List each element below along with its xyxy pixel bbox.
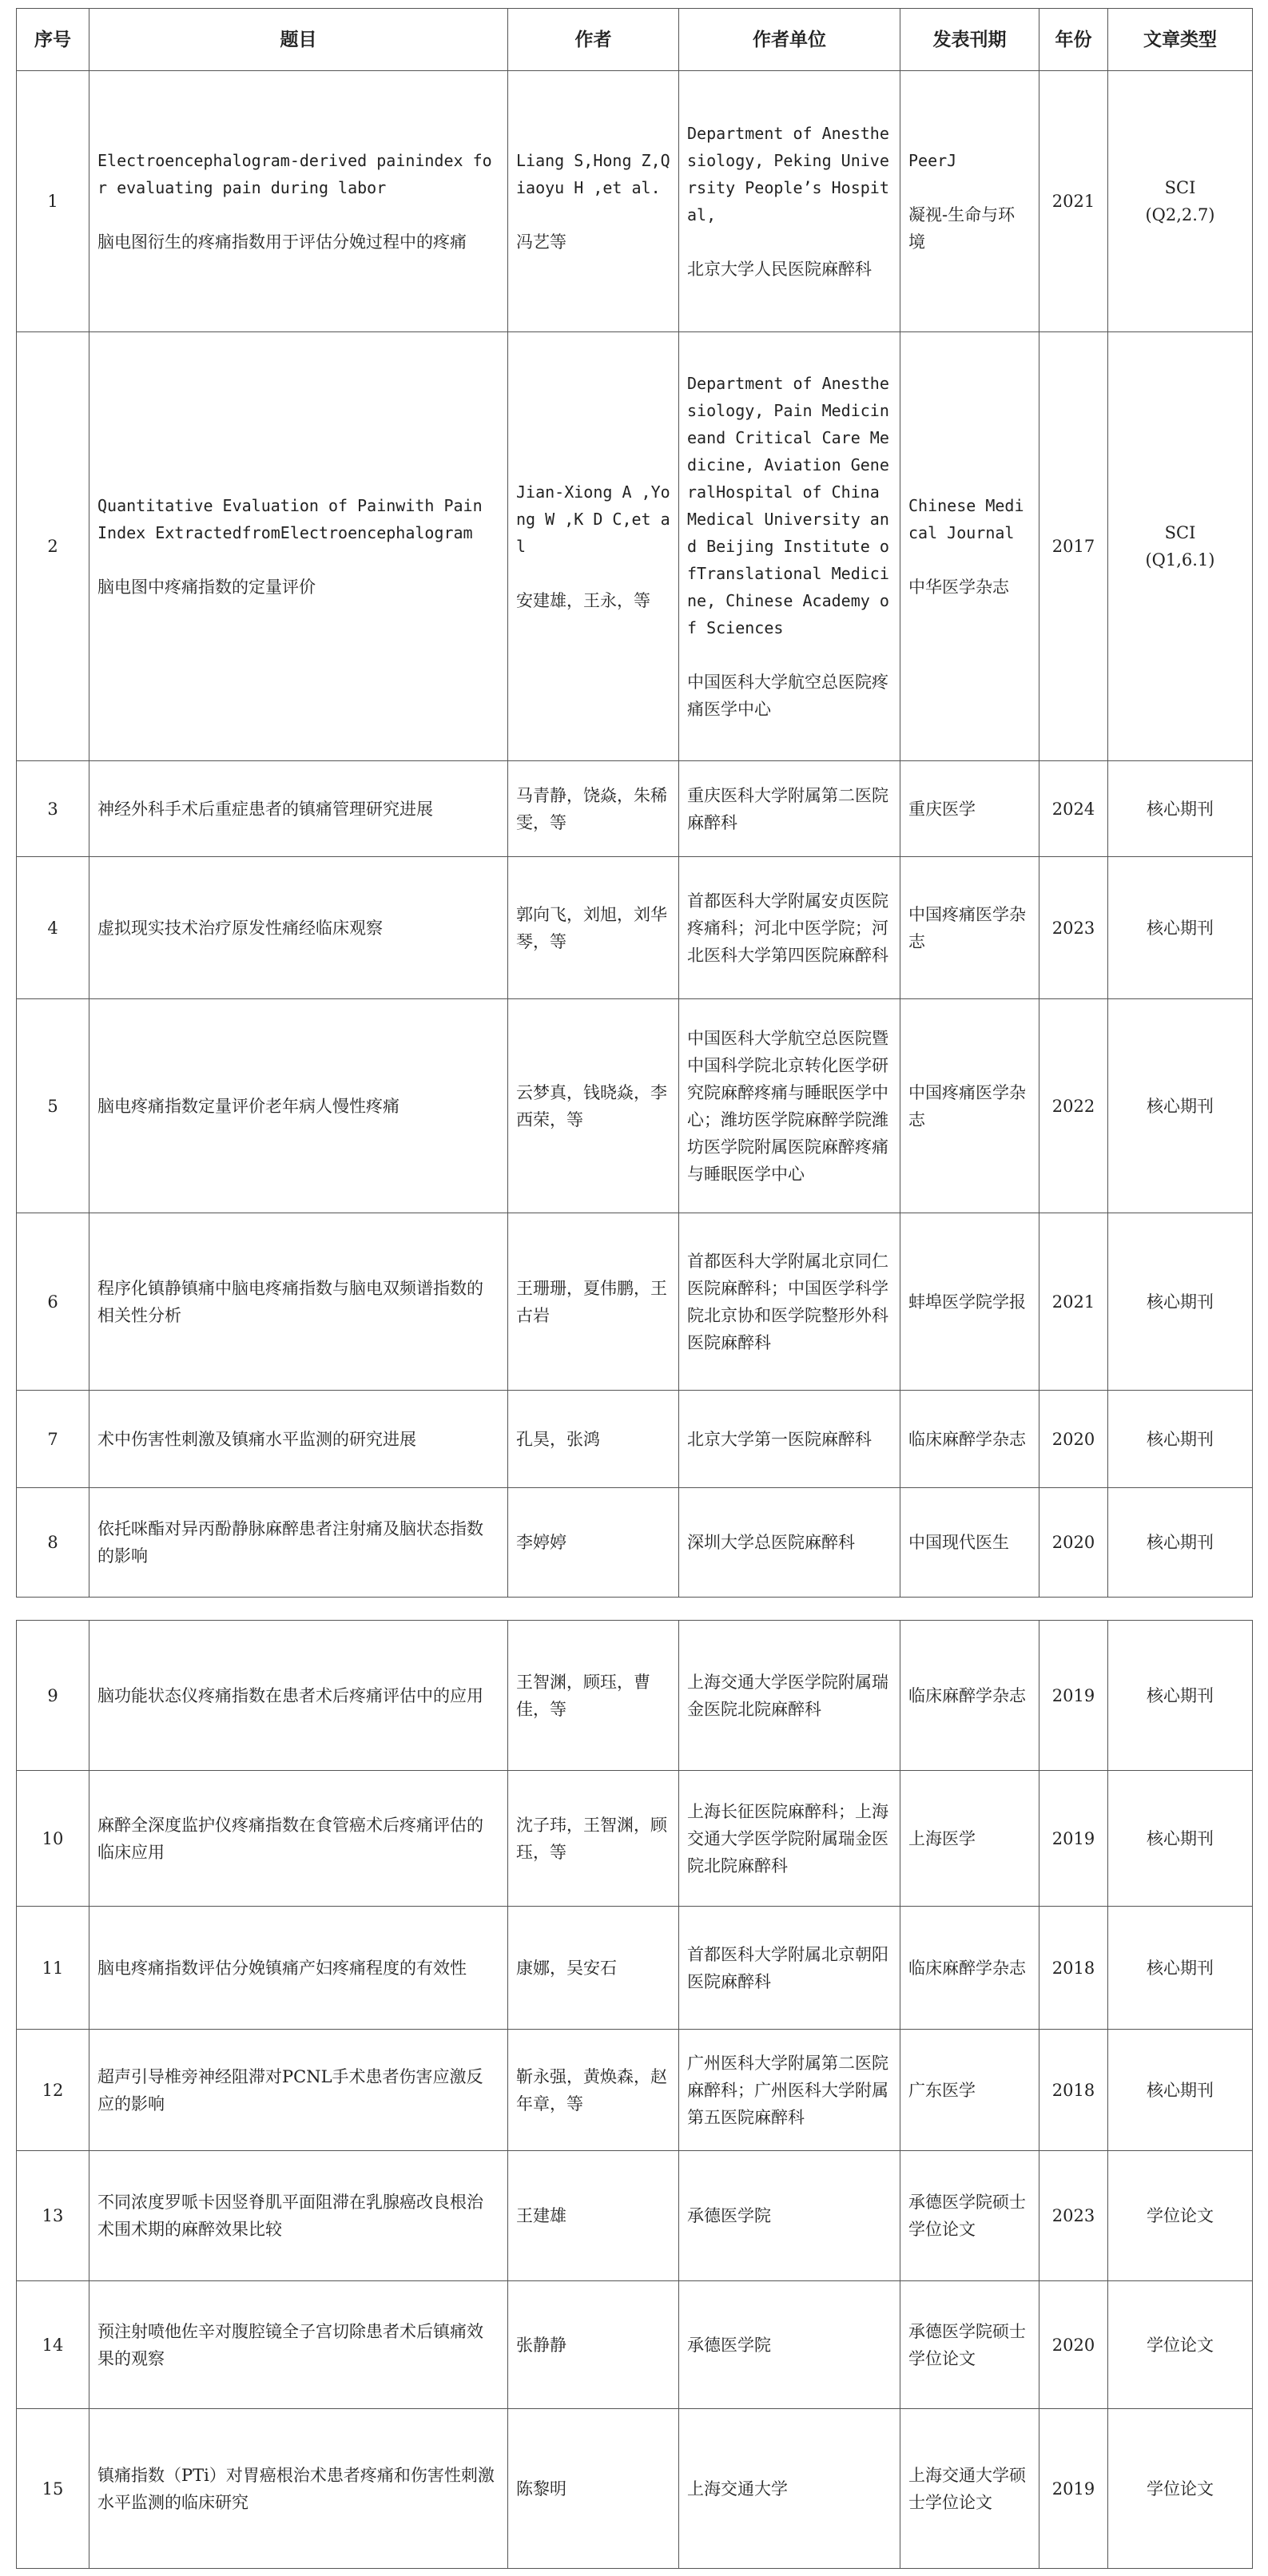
header-unit: 作者单位 (679, 9, 900, 71)
row-type: 学位论文 (1108, 2281, 1253, 2409)
row-no: 13 (17, 2151, 89, 2281)
row-no: 12 (17, 2030, 89, 2151)
row-journal: 临床麻醉学杂志 (900, 1391, 1039, 1488)
row-journal-en: PeerJ (908, 151, 957, 170)
row-year: 2021 (1039, 71, 1108, 332)
row-unit-cn: 北京大学人民医院麻醉科 (687, 260, 872, 279)
row-journal-cn: 凝视-生命与环境 (908, 205, 1016, 252)
row-no: 3 (17, 761, 89, 857)
row-journal: 中国疼痛医学杂志 (900, 999, 1039, 1213)
table-row (17, 857, 1253, 999)
row-title: 超声引导椎旁神经阻滞对PCNL手术患者伤害应激反应的影响 (89, 2030, 508, 2151)
row-no: 15 (17, 2409, 89, 2569)
row-title: 脑电疼痛指数评估分娩镇痛产妇疼痛程度的有效性 (89, 1907, 508, 2030)
row-title: 程序化镇静镇痛中脑电疼痛指数与脑电双频谱指数的相关性分析 (89, 1213, 508, 1391)
header-no: 序号 (17, 9, 89, 71)
row-journal: 中国疼痛医学杂志 (900, 857, 1039, 999)
row-type: 核心期刊 (1108, 1213, 1253, 1391)
row-type-main: SCI (1164, 523, 1196, 542)
row-unit: 首都医科大学附属北京同仁医院麻醉科；中国医学科学院北京协和医学院整形外科医院麻醉科 (679, 1213, 900, 1391)
row-year: 2018 (1039, 2030, 1108, 2151)
table-row (17, 1488, 1253, 1598)
row-journal: 上海交通大学硕士学位论文 (900, 2409, 1039, 2569)
literature-table-part-1 (16, 8, 1253, 1598)
row-title: 脑功能状态仪疼痛指数在患者术后疼痛评估中的应用 (89, 1621, 508, 1771)
row-author: 郭向飞，刘旭，刘华琴，等 (508, 857, 679, 999)
row-author: 王智渊，顾珏，曹佳，等 (508, 1621, 679, 1771)
row-author: 王建雄 (508, 2151, 679, 2281)
row-type: 核心期刊 (1108, 1771, 1253, 1907)
row-title: 不同浓度罗哌卡因竖脊肌平面阻滞在乳腺癌改良根治术围术期的麻醉效果比较 (89, 2151, 508, 2281)
row-author: 陈黎明 (508, 2409, 679, 2569)
row-year: 2019 (1039, 1621, 1108, 1771)
row-unit-en: Department of Anesthesiology, Pain Medicineand Critical Care Medicine, Aviation GeneralHospital of China Medical University and Beijing Institute ofTranslational Medicine, Chinese Academy of Sciences (687, 374, 889, 637)
row-title: 术中伤害性刺激及镇痛水平监测的研究进展 (89, 1391, 508, 1488)
table-row (17, 2281, 1253, 2409)
row-title-cn: 脑电图衍生的疼痛指数用于评估分娩过程中的疼痛 (97, 232, 467, 252)
row-type-sub: (Q2,2.7) (1145, 205, 1215, 224)
row-year: 2019 (1039, 1771, 1108, 1907)
row-author: 王珊珊，夏伟鹏，王古岩 (508, 1213, 679, 1391)
row-unit (679, 71, 900, 332)
table-row (17, 332, 1253, 761)
header-title: 题目 (89, 9, 508, 71)
row-no: 6 (17, 1213, 89, 1391)
row-type-sub: (Q1,6.1) (1145, 550, 1215, 570)
row-no: 7 (17, 1391, 89, 1488)
row-type: 学位论文 (1108, 2409, 1253, 2569)
row-title-en: Electroencephalogram-derived painindex for evaluating pain during labor (97, 151, 492, 197)
row-journal: 广东医学 (900, 2030, 1039, 2151)
row-no: 4 (17, 857, 89, 999)
table-row (17, 2409, 1253, 2569)
table-row (17, 1213, 1253, 1391)
row-type: 核心期刊 (1108, 1621, 1253, 1771)
row-unit: 承德医学院 (679, 2281, 900, 2409)
row-type: 核心期刊 (1108, 999, 1253, 1213)
row-journal (900, 332, 1039, 761)
table-row (17, 2151, 1253, 2281)
header-row (17, 9, 1253, 71)
row-year: 2020 (1039, 1488, 1108, 1598)
row-author-cn: 冯艺等 (516, 232, 566, 252)
row-title: 脑电疼痛指数定量评价老年病人慢性疼痛 (89, 999, 508, 1213)
row-author: 沈子玮，王智渊，顾珏，等 (508, 1771, 679, 1907)
row-year: 2017 (1039, 332, 1108, 761)
row-type: 核心期刊 (1108, 1488, 1253, 1598)
row-title: 预注射喷他佐辛对腹腔镜全子宫切除患者术后镇痛效果的观察 (89, 2281, 508, 2409)
row-journal: 中国现代医生 (900, 1488, 1039, 1598)
header-year: 年份 (1039, 9, 1108, 71)
row-type: 核心期刊 (1108, 2030, 1253, 2151)
row-author-en: Liang S,Hong Z,Qiaoyu H ,et al. (516, 151, 670, 197)
literature-table-part-2 (16, 1620, 1253, 2569)
row-journal: 上海医学 (900, 1771, 1039, 1907)
row-type: 核心期刊 (1108, 1391, 1253, 1488)
row-no: 2 (17, 332, 89, 761)
row-year: 2019 (1039, 2409, 1108, 2569)
table-row (17, 761, 1253, 857)
row-author (508, 71, 679, 332)
row-author-en: Jian-Xiong A ,Yong W ,K D C,et al (516, 482, 670, 556)
row-journal (900, 71, 1039, 332)
row-author: 李婷婷 (508, 1488, 679, 1598)
row-author (508, 332, 679, 761)
row-author: 云梦真，钱晓焱，李西荣，等 (508, 999, 679, 1213)
row-no: 14 (17, 2281, 89, 2409)
row-no: 5 (17, 999, 89, 1213)
row-author: 康娜，吴安石 (508, 1907, 679, 2030)
row-type (1108, 71, 1253, 332)
row-unit: 承德医学院 (679, 2151, 900, 2281)
row-author: 靳永强，黄焕森，赵年章，等 (508, 2030, 679, 2151)
row-type: 学位论文 (1108, 2151, 1253, 2281)
row-author: 孔昊，张鸿 (508, 1391, 679, 1488)
row-no: 1 (17, 71, 89, 332)
row-title (89, 71, 508, 332)
table-row (17, 2030, 1253, 2151)
row-type (1108, 332, 1253, 761)
row-year: 2023 (1039, 857, 1108, 999)
header-type: 文章类型 (1108, 9, 1253, 71)
row-no: 11 (17, 1907, 89, 2030)
row-unit: 首都医科大学附属安贞医院疼痛科；河北中医学院；河北医科大学第四医院麻醉科 (679, 857, 900, 999)
row-year: 2020 (1039, 1391, 1108, 1488)
row-unit-en: Department of Anesthesiology, Peking University People’s Hospital, (687, 124, 889, 224)
row-type-main: SCI (1164, 178, 1196, 197)
row-unit: 北京大学第一医院麻醉科 (679, 1391, 900, 1488)
row-unit: 深圳大学总医院麻醉科 (679, 1488, 900, 1598)
row-author: 张静静 (508, 2281, 679, 2409)
row-year: 2018 (1039, 1907, 1108, 2030)
row-title: 依托咪酯对异丙酚静脉麻醉患者注射痛及脑状态指数的影响 (89, 1488, 508, 1598)
row-unit: 上海长征医院麻醉科；上海交通大学医学院附属瑞金医院北院麻醉科 (679, 1771, 900, 1907)
row-journal-en: Chinese Medical Journal (908, 496, 1024, 542)
row-year: 2021 (1039, 1213, 1108, 1391)
header-author: 作者 (508, 9, 679, 71)
table-row (17, 1391, 1253, 1488)
row-journal: 承德医学院硕士学位论文 (900, 2281, 1039, 2409)
row-journal: 临床麻醉学杂志 (900, 1907, 1039, 2030)
row-unit: 广州医科大学附属第二医院麻醉科；广州医科大学附属第五医院麻醉科 (679, 2030, 900, 2151)
row-unit-cn: 中国医科大学航空总医院疼痛医学中心 (687, 673, 888, 719)
row-unit (679, 332, 900, 761)
row-title: 镇痛指数（PTi）对胃癌根治术患者疼痛和伤害性刺激水平监测的临床研究 (89, 2409, 508, 2569)
table-row (17, 1771, 1253, 1907)
row-journal: 临床麻醉学杂志 (900, 1621, 1039, 1771)
row-type: 核心期刊 (1108, 857, 1253, 999)
row-unit: 首都医科大学附属北京朝阳医院麻醉科 (679, 1907, 900, 2030)
row-year: 2020 (1039, 2281, 1108, 2409)
row-journal: 承德医学院硕士学位论文 (900, 2151, 1039, 2281)
row-type: 核心期刊 (1108, 1907, 1253, 2030)
header-journal: 发表刊期 (900, 9, 1039, 71)
row-title-en: Quantitative Evaluation of Painwith Pain Index ExtractedfromElectroencephalogram (97, 496, 483, 542)
row-no: 10 (17, 1771, 89, 1907)
row-journal-cn: 中华医学杂志 (908, 578, 1009, 597)
table-row (17, 1621, 1253, 1771)
row-unit: 上海交通大学 (679, 2409, 900, 2569)
table-row (17, 71, 1253, 332)
row-journal: 蚌埠医学院学报 (900, 1213, 1039, 1391)
row-no: 9 (17, 1621, 89, 1771)
row-unit: 重庆医科大学附属第二医院麻醉科 (679, 761, 900, 857)
row-title: 麻醉全深度监护仪疼痛指数在食管癌术后疼痛评估的临床应用 (89, 1771, 508, 1907)
table-row (17, 1907, 1253, 2030)
row-author: 马青静，饶焱，朱稀雯，等 (508, 761, 679, 857)
row-journal: 重庆医学 (900, 761, 1039, 857)
row-title: 神经外科手术后重症患者的镇痛管理研究进展 (89, 761, 508, 857)
row-title-cn: 脑电图中疼痛指数的定量评价 (97, 578, 316, 597)
row-year: 2022 (1039, 999, 1108, 1213)
row-title (89, 332, 508, 761)
row-year: 2023 (1039, 2151, 1108, 2281)
row-author-cn: 安建雄，王永，等 (516, 591, 650, 610)
row-unit: 上海交通大学医学院附属瑞金医院北院麻醉科 (679, 1621, 900, 1771)
row-no: 8 (17, 1488, 89, 1598)
row-title: 虚拟现实技术治疗原发性痛经临床观察 (89, 857, 508, 999)
row-year: 2024 (1039, 761, 1108, 857)
row-unit: 中国医科大学航空总医院暨中国科学院北京转化医学研究院麻醉疼痛与睡眠医学中心；潍坊医学院麻醉学院潍坊医学院附属医院麻醉疼痛与睡眠医学中心 (679, 999, 900, 1213)
row-type: 核心期刊 (1108, 761, 1253, 857)
table-row (17, 999, 1253, 1213)
